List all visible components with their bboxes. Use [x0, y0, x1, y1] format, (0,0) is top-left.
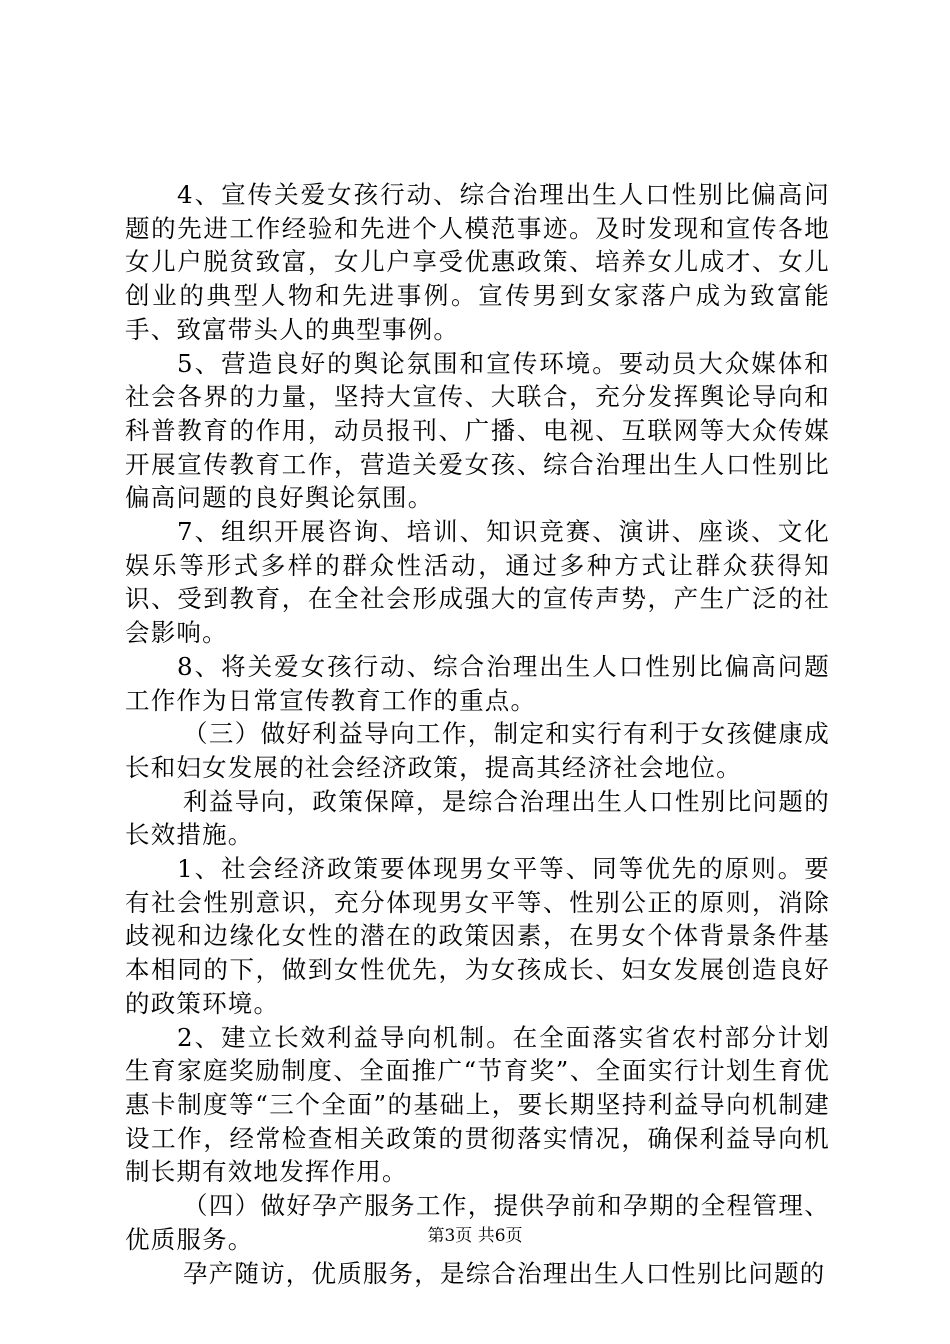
- section-heading-4: （四）做好孕产服务工作，提供孕前和孕期的全程管理、优质服务。: [125, 1191, 830, 1254]
- paragraph-item-4: 4、宣传关爱女孩行动、综合治理出生人口性别比偏高问题的先进工作经验和先进个人模范事迹。及时发现和宣传各地女儿户脱贫致富，女儿户享受优惠政策、培养女儿成才、女儿创业的典型人物和先进事例。宣传男到女家落户成为致富能手、致富带头人的典型事例。: [125, 180, 830, 344]
- paragraph-item-1: 1、社会经济政策要体现男女平等、同等优先的原则。要有社会性别意识，充分体现男女平等、性别公正的原则，消除歧视和边缘化女性的潜在的政策因素，在男女个体背景条件基本相同的下，做到女性优先，为女孩成长、妇女发展创造良好的政策环境。: [125, 854, 830, 1018]
- paragraph-item-8: 8、将关爱女孩行动、综合治理出生人口性别比偏高问题工作作为日常宣传教育工作的重点。: [125, 651, 830, 715]
- paragraph-item-5: 5、营造良好的舆论氛围和宣传环境。要动员大众媒体和社会各界的力量，坚持大宣传、大联合，充分发挥舆论导向和科普教育的作用，动员报刊、广播、电视、互联网等大众传媒开展宣传教育工作，营造关爱女孩、综合治理出生人口性别比偏高问题的良好舆论氛围。: [125, 348, 830, 513]
- section-intro-3: 利益导向，政策保障，是综合治理出生人口性别比问题的长效措施。: [125, 786, 830, 850]
- document-body: [125, 178, 830, 1290]
- paragraph-item-2: 2、建立长效利益导向机制。在全面落实省农村部分计划生育家庭奖励制度、全面推广“节育奖”、全面实行计划生育优惠卡制度等“三个全面”的基础上，要长期坚持利益导向机制建设工作，经常检查相关政策的贯彻落实情况，确保利益导向机制长期有效地发挥作用。: [125, 1022, 830, 1187]
- page-footer: 第3页 共6页: [427, 1226, 523, 1246]
- paragraph-item-7: 7、组织开展咨询、培训、知识竞赛、演讲、座谈、文化娱乐等形式多样的群众性活动，通过多种方式让群众获得知识、受到教育，在全社会形成强大的宣传声势，产生广泛的社会影响。: [125, 517, 830, 648]
- section-heading-3: （三）做好利益导向工作，制定和实行有利于女孩健康成长和妇女发展的社会经济政策，提高其经济社会地位。: [125, 719, 830, 782]
- section-intro-4: 孕产随访，优质服务，是综合治理出生人口性别比问题的: [183, 1258, 826, 1288]
